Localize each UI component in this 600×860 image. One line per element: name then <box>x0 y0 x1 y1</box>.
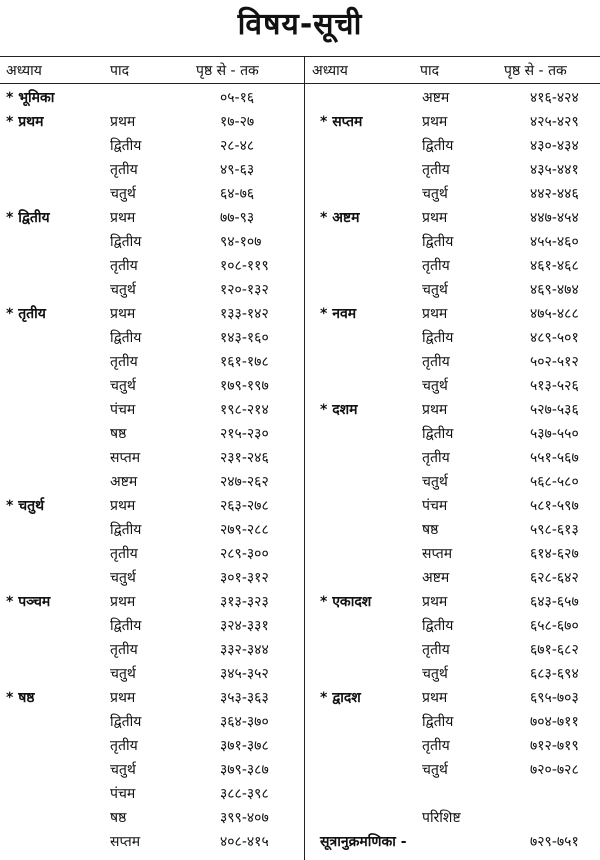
toc-pages: ३९९-४०७ <box>220 810 269 826</box>
toc-pages: १९८-२१४ <box>220 402 269 418</box>
toc-pada: प्रथम <box>110 690 136 706</box>
toc-row <box>0 660 300 684</box>
toc-row <box>0 108 300 132</box>
toc-row <box>0 540 300 564</box>
toc-pages: २३१-२४६ <box>220 450 269 466</box>
header-pada-left: पाद <box>110 63 130 79</box>
toc-pada: सप्तम <box>422 546 453 562</box>
toc-pada: अष्टम <box>422 90 450 106</box>
toc-pada: द्वितीय <box>422 138 454 154</box>
toc-pages: १७-२७ <box>220 114 255 130</box>
toc-pages: ३१३-३२३ <box>220 594 269 610</box>
toc-pages: ४४७-४५४ <box>530 210 579 226</box>
toc-right-column <box>304 84 600 852</box>
toc-pages: ४४२-४४६ <box>530 186 579 202</box>
toc-row <box>304 828 600 852</box>
toc-pada: चतुर्थ <box>422 282 448 298</box>
toc-pada: द्वितीय <box>422 234 454 250</box>
toc-pada: प्रथम <box>422 210 448 226</box>
toc-pages: १३३-१४२ <box>220 306 269 322</box>
toc-pada: प्रथम <box>422 114 448 130</box>
toc-row <box>304 348 600 372</box>
toc-pada: चतुर्थ <box>422 378 448 394</box>
toc-row <box>304 684 600 708</box>
toc-row <box>0 804 300 828</box>
toc-pages: ४३५-४४१ <box>530 162 579 178</box>
toc-pada: षष्ठ <box>422 522 439 538</box>
toc-row <box>0 180 300 204</box>
toc-chapter: * अष्टम <box>320 210 360 226</box>
toc-row <box>304 300 600 324</box>
toc-chapter: * सप्तम <box>320 114 363 130</box>
toc-pada: चतुर्थ <box>110 186 136 202</box>
toc-row <box>0 828 300 852</box>
toc-pada: तृतीय <box>110 642 138 658</box>
toc-row <box>304 732 600 756</box>
toc-row <box>0 348 300 372</box>
header-chapter-left: अध्याय <box>6 63 42 79</box>
toc-pages: ३५३-३६३ <box>220 690 269 706</box>
toc-row <box>0 468 300 492</box>
toc-row <box>304 444 600 468</box>
toc-row <box>304 660 600 684</box>
toc-pada: सप्तम <box>110 450 141 466</box>
toc-row <box>0 132 300 156</box>
toc-row <box>304 84 600 108</box>
toc-pages: ६२८-६४२ <box>530 570 579 586</box>
toc-pages: ७७-९३ <box>220 210 255 226</box>
toc-pages: ५५१-५६७ <box>530 450 579 466</box>
toc-row <box>0 684 300 708</box>
toc-pages: ४१६-४२४ <box>530 90 579 106</box>
toc-row <box>304 468 600 492</box>
toc-pages: ३८८-३९८ <box>220 786 269 802</box>
toc-pages: ५९८-६१३ <box>530 522 579 538</box>
toc-row <box>0 516 300 540</box>
toc-pada: सप्तम <box>110 834 141 850</box>
toc-pages: ६८३-६९४ <box>530 666 579 682</box>
toc-pages: २८-४८ <box>220 138 255 154</box>
toc-row <box>304 132 600 156</box>
toc-chapter: * एकादश <box>320 594 372 610</box>
toc-pages: २८९-३०० <box>220 546 269 562</box>
toc-pada: प्रथम <box>110 498 136 514</box>
toc-row <box>0 228 300 252</box>
toc-pada: द्वितीय <box>422 426 454 442</box>
toc-row <box>0 372 300 396</box>
header-pages-left: पृष्ठ से - तक <box>196 63 259 79</box>
toc-row <box>0 84 300 108</box>
toc-pada: तृतीय <box>422 738 450 754</box>
toc-row <box>0 444 300 468</box>
toc-pada: प्रथम <box>110 114 136 130</box>
toc-pada: चतुर्थ <box>422 474 448 490</box>
toc-pages: ३३२-३४४ <box>220 642 269 658</box>
toc-pada: तृतीय <box>110 546 138 562</box>
toc-chapter: * तृतीय <box>6 306 46 322</box>
toc-pada: चतुर्थ <box>110 762 136 778</box>
toc-pada: पंचम <box>110 402 136 418</box>
toc-row <box>304 204 600 228</box>
toc-chapter: * चतुर्थ <box>6 498 45 514</box>
toc-row <box>0 300 300 324</box>
toc-pages: १२०-१३२ <box>220 282 269 298</box>
toc-row <box>304 612 600 636</box>
toc-pada: द्वितीय <box>422 618 454 634</box>
toc-pada: तृतीय <box>422 258 450 274</box>
toc-pages: ७१२-७१९ <box>530 738 579 754</box>
toc-pada: तृतीय <box>110 738 138 754</box>
toc-row <box>304 516 600 540</box>
toc-pada: चतुर्थ <box>110 666 136 682</box>
header-pages-right: पृष्ठ से - तक <box>504 63 567 79</box>
toc-chapter: * नवम <box>320 306 357 322</box>
toc-pages: ४०८-४१५ <box>220 834 269 850</box>
toc-pages: ७२०-७२८ <box>530 762 579 778</box>
toc-row <box>304 396 600 420</box>
toc-pada: चतुर्थ <box>110 570 136 586</box>
toc-pages: ४७५-४८८ <box>530 306 579 322</box>
toc-pages: २६३-२७८ <box>220 498 269 514</box>
toc-row <box>0 756 300 780</box>
toc-pada: तृतीय <box>110 162 138 178</box>
toc-pada: पंचम <box>110 786 136 802</box>
toc-row <box>304 804 600 828</box>
toc-pada: प्रथम <box>422 306 448 322</box>
toc-row <box>304 156 600 180</box>
toc-row <box>0 156 300 180</box>
toc-pages: ४६१-४६८ <box>530 258 579 274</box>
toc-pada: प्रथम <box>110 210 136 226</box>
toc-pada: द्वितीय <box>422 714 454 730</box>
toc-row <box>304 780 600 804</box>
toc-pages: ०५-१६ <box>220 90 255 106</box>
toc-pada: द्वितीय <box>422 330 454 346</box>
toc-row <box>304 588 600 612</box>
toc-pages: ४५५-४६० <box>530 234 579 250</box>
toc-pada: द्वितीय <box>110 138 142 154</box>
toc-row <box>0 204 300 228</box>
toc-pages: ३४५-३५२ <box>220 666 269 682</box>
toc-row <box>304 540 600 564</box>
toc-pada: तृतीय <box>422 354 450 370</box>
toc-pages: २७९-२८८ <box>220 522 269 538</box>
toc-pages: ३२४-३३१ <box>220 618 269 634</box>
toc-pages: २४७-२६२ <box>220 474 269 490</box>
toc-pada: द्वितीय <box>110 618 142 634</box>
toc-pages: १७९-१९७ <box>220 378 269 394</box>
toc-pada: परिशिष्ट <box>422 810 461 826</box>
toc-pages: २१५-२३० <box>220 426 269 442</box>
toc-chapter: सूत्रानुक्रमणिका - <box>320 834 407 850</box>
toc-row <box>0 564 300 588</box>
toc-pages: ९४-१०७ <box>220 234 262 250</box>
toc-pages: ३७१-३७८ <box>220 738 269 754</box>
toc-row <box>0 396 300 420</box>
toc-pages: ६५८-६७० <box>530 618 579 634</box>
toc-row <box>304 708 600 732</box>
toc-pages: ३०१-३१२ <box>220 570 269 586</box>
toc-pada: चतुर्थ <box>110 282 136 298</box>
toc-row <box>0 636 300 660</box>
toc-pada: तृतीय <box>422 450 450 466</box>
toc-row <box>304 756 600 780</box>
toc-pada: अष्टम <box>422 570 450 586</box>
toc-pages: ७०४-७११ <box>530 714 579 730</box>
toc-row <box>304 252 600 276</box>
toc-pages: ५२७-५३६ <box>530 402 579 418</box>
toc-chapter: * पञ्चम <box>6 594 51 610</box>
toc-pada: तृतीय <box>422 642 450 658</box>
toc-pages: १०८-११९ <box>220 258 269 274</box>
toc-row <box>304 636 600 660</box>
toc-row <box>0 420 300 444</box>
toc-pages: १६१-१७८ <box>220 354 269 370</box>
toc-pages: ६९५-७०३ <box>530 690 579 706</box>
toc-chapter: * प्रथम <box>6 114 44 130</box>
toc-row <box>304 180 600 204</box>
toc-row <box>0 492 300 516</box>
header-pada-right: पाद <box>420 63 440 79</box>
toc-chapter: * द्वितीय <box>6 210 50 226</box>
toc-row <box>0 276 300 300</box>
toc-chapter: * षष्ठ <box>6 690 35 706</box>
toc-row <box>304 228 600 252</box>
toc-pada: तृतीय <box>110 258 138 274</box>
toc-pada: प्रथम <box>422 402 448 418</box>
toc-pada: द्वितीय <box>110 234 142 250</box>
toc-pada: अष्टम <box>110 474 138 490</box>
toc-pada: चतुर्थ <box>110 378 136 394</box>
toc-row <box>0 732 300 756</box>
toc-pages: ४३०-४३४ <box>530 138 579 154</box>
header-chapter-right: अध्याय <box>312 63 348 79</box>
toc-pada: द्वितीय <box>110 522 142 538</box>
toc-pages: ४९-६३ <box>220 162 255 178</box>
toc-pages: ५६८-५८० <box>530 474 579 490</box>
toc-left-column <box>0 84 300 852</box>
toc-pada: प्रथम <box>110 594 136 610</box>
toc-pages: ५१३-५२६ <box>530 378 579 394</box>
toc-chapter: * दशम <box>320 402 358 418</box>
toc-chapter: * भूमिका <box>6 90 55 106</box>
toc-pada: तृतीय <box>110 354 138 370</box>
toc-row <box>0 252 300 276</box>
toc-row <box>304 372 600 396</box>
toc-pada: तृतीय <box>422 162 450 178</box>
toc-row <box>0 780 300 804</box>
toc-row <box>304 108 600 132</box>
header-top-rule <box>0 56 600 57</box>
toc-pages: ६७१-६८२ <box>530 642 579 658</box>
toc-row <box>304 324 600 348</box>
toc-pada: द्वितीय <box>110 330 142 346</box>
toc-pada: चतुर्थ <box>422 762 448 778</box>
toc-pada: चतुर्थ <box>422 666 448 682</box>
toc-pada: द्वितीय <box>110 714 142 730</box>
toc-row <box>0 612 300 636</box>
toc-pages: ६१४-६२७ <box>530 546 579 562</box>
toc-row <box>304 564 600 588</box>
toc-row <box>304 492 600 516</box>
toc-pages: ५०२-५१२ <box>530 354 579 370</box>
toc-pages: ५३७-५५० <box>530 426 579 442</box>
toc-pages: ४८९-५०१ <box>530 330 579 346</box>
toc-pada: पंचम <box>422 498 448 514</box>
toc-pada: प्रथम <box>422 594 448 610</box>
toc-pages: ४२५-४२९ <box>530 114 579 130</box>
toc-pages: १४३-१६० <box>220 330 269 346</box>
toc-pages: ३७९-३८७ <box>220 762 269 778</box>
toc-pada: षष्ठ <box>110 426 127 442</box>
toc-pada: षष्ठ <box>110 810 127 826</box>
toc-row <box>304 276 600 300</box>
toc-pada: प्रथम <box>422 690 448 706</box>
toc-pages: ७२९-७५१ <box>530 834 579 850</box>
toc-pages: ४६९-४७४ <box>530 282 579 298</box>
toc-pages: ३६४-३७० <box>220 714 269 730</box>
toc-row <box>0 708 300 732</box>
toc-pages: ५८१-५९७ <box>530 498 579 514</box>
toc-row <box>0 588 300 612</box>
toc-pada: प्रथम <box>110 306 136 322</box>
toc-chapter: * द्वादश <box>320 690 361 706</box>
toc-pages: ६४३-६५७ <box>530 594 579 610</box>
toc-pages: ६४-७६ <box>220 186 255 202</box>
toc-row <box>0 324 300 348</box>
toc-row <box>304 420 600 444</box>
page-title: विषय-सूची <box>237 7 363 42</box>
toc-pada: चतुर्थ <box>422 186 448 202</box>
